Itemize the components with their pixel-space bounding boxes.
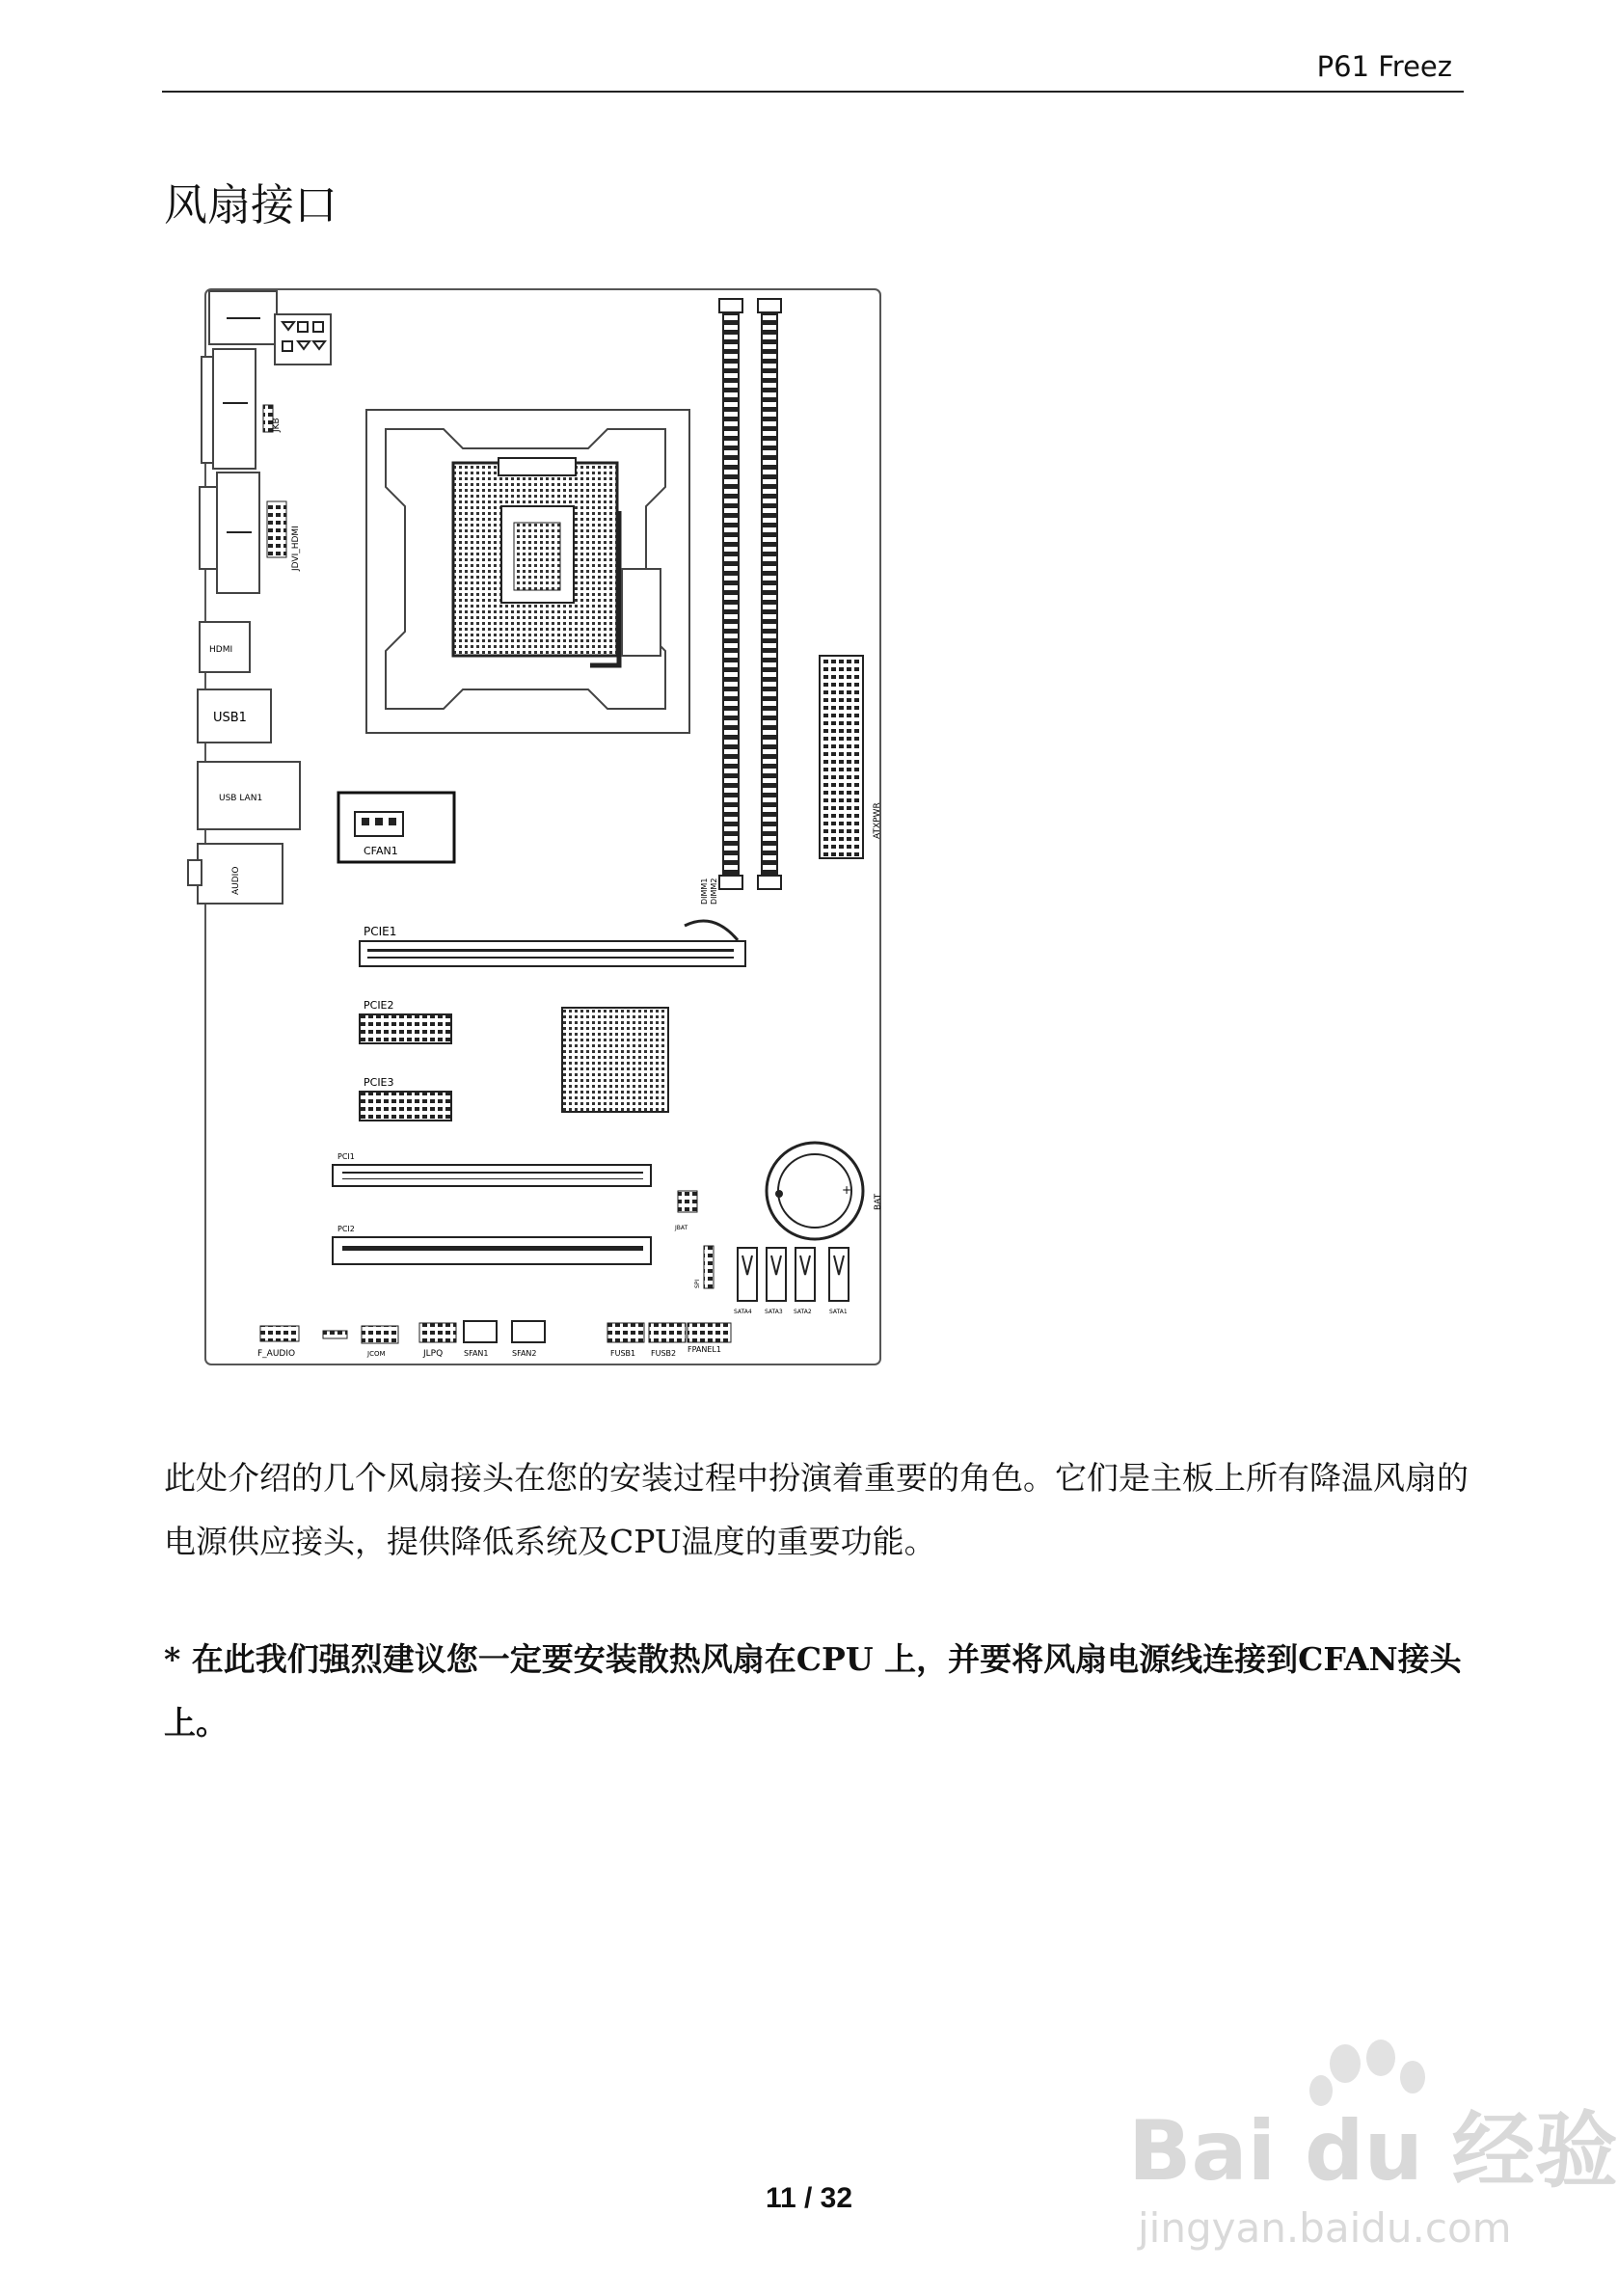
fusb2-label: FUSB2: [651, 1349, 677, 1358]
usb1-label: USB1: [213, 711, 247, 725]
spi-header: [704, 1246, 714, 1288]
cfan1-label: CFAN1: [364, 845, 398, 857]
section-title: 风扇接口: [164, 179, 338, 230]
jbat-jumper: [678, 1191, 697, 1212]
usb-lan1-label: USB LAN1: [219, 794, 263, 803]
jlpq-header: [419, 1323, 456, 1342]
dimm1-label: DIMM1: [700, 878, 709, 905]
pcie2-slot: [360, 1014, 451, 1043]
sfan2-connector: [512, 1321, 545, 1342]
note-paragraph: * 在此我们强烈建议您一定要安装散热风扇在CPU 上，并要将风扇电源线连接到CFAN接头上。: [164, 1640, 1462, 1742]
pci2-label: PCI2: [337, 1225, 355, 1233]
fusb2-header: [649, 1323, 686, 1342]
paw-icon: [1309, 2039, 1425, 2106]
pcie1-label: PCIE1: [364, 925, 397, 938]
spi-label: SPI: [694, 1279, 701, 1288]
fusb1-header: [607, 1323, 644, 1342]
svg-text:+: +: [842, 1183, 852, 1197]
chipset-heatsink: [562, 1008, 668, 1112]
atxpwr-label: ATXPWR: [873, 802, 882, 839]
pcie3-slot: [360, 1092, 451, 1121]
baidu-watermark: [1128, 2035, 1618, 2256]
jlpq-label: JLPQ: [423, 1349, 444, 1359]
fpanel1-label: FPANEL1: [688, 1345, 721, 1354]
pcie2-label: PCIE2: [364, 999, 394, 1012]
f-audio-header: [260, 1326, 299, 1341]
bat-label: BAT: [874, 1193, 883, 1210]
motherboard-diagram: [198, 280, 892, 1374]
fpanel1-header: [688, 1323, 731, 1342]
pci1-label: PCI1: [337, 1152, 355, 1161]
header-title: P61 Freez: [1316, 50, 1452, 83]
sfan1-label: SFAN1: [464, 1349, 489, 1358]
watermark-brand: Bai du 经验: [1128, 2103, 1618, 2200]
jdvi-hdmi-label: JDVI_HDMI: [291, 526, 301, 571]
sata2-label: SATA2: [794, 1309, 812, 1315]
jdvi-hdmi-header: [267, 501, 286, 557]
sata1-label: SATA1: [829, 1309, 848, 1315]
audio-label: AUDIO: [231, 866, 241, 895]
header-divider: [162, 91, 1464, 93]
dimm1-slot: [723, 307, 739, 881]
jcom-header: [362, 1326, 398, 1343]
hdmi-label: HDMI: [209, 645, 233, 655]
dimm2-label: DIMM2: [710, 878, 718, 905]
sfan2-label: SFAN2: [512, 1349, 537, 1358]
jbat-label: JBAT: [675, 1225, 688, 1231]
sata4-label: SATA4: [734, 1309, 752, 1315]
atx-power-connector: [820, 656, 863, 858]
sata3-label: SATA3: [765, 1309, 783, 1315]
jcom-label: JCOM: [367, 1350, 386, 1358]
fusb1-label: FUSB1: [610, 1349, 636, 1358]
small-header: [323, 1331, 347, 1338]
sfan1-connector: [464, 1321, 497, 1342]
intro-paragraph: 此处介绍的几个风扇接头在您的安装过程中扮演着重要的角色。它们是主板上所有降温风扇的电源供应接头，提供降低系统及CPU温度的重要功能。: [164, 1459, 1469, 1560]
dimm2-slot: [762, 307, 777, 881]
page-number: 11 / 32: [765, 2182, 853, 2214]
watermark-url: jingyan.baidu.com: [1138, 2204, 1512, 2252]
jkb-label: JKB: [272, 418, 282, 432]
pcie3-label: PCIE3: [364, 1076, 394, 1089]
f-audio-label: F_AUDIO: [257, 1349, 296, 1359]
